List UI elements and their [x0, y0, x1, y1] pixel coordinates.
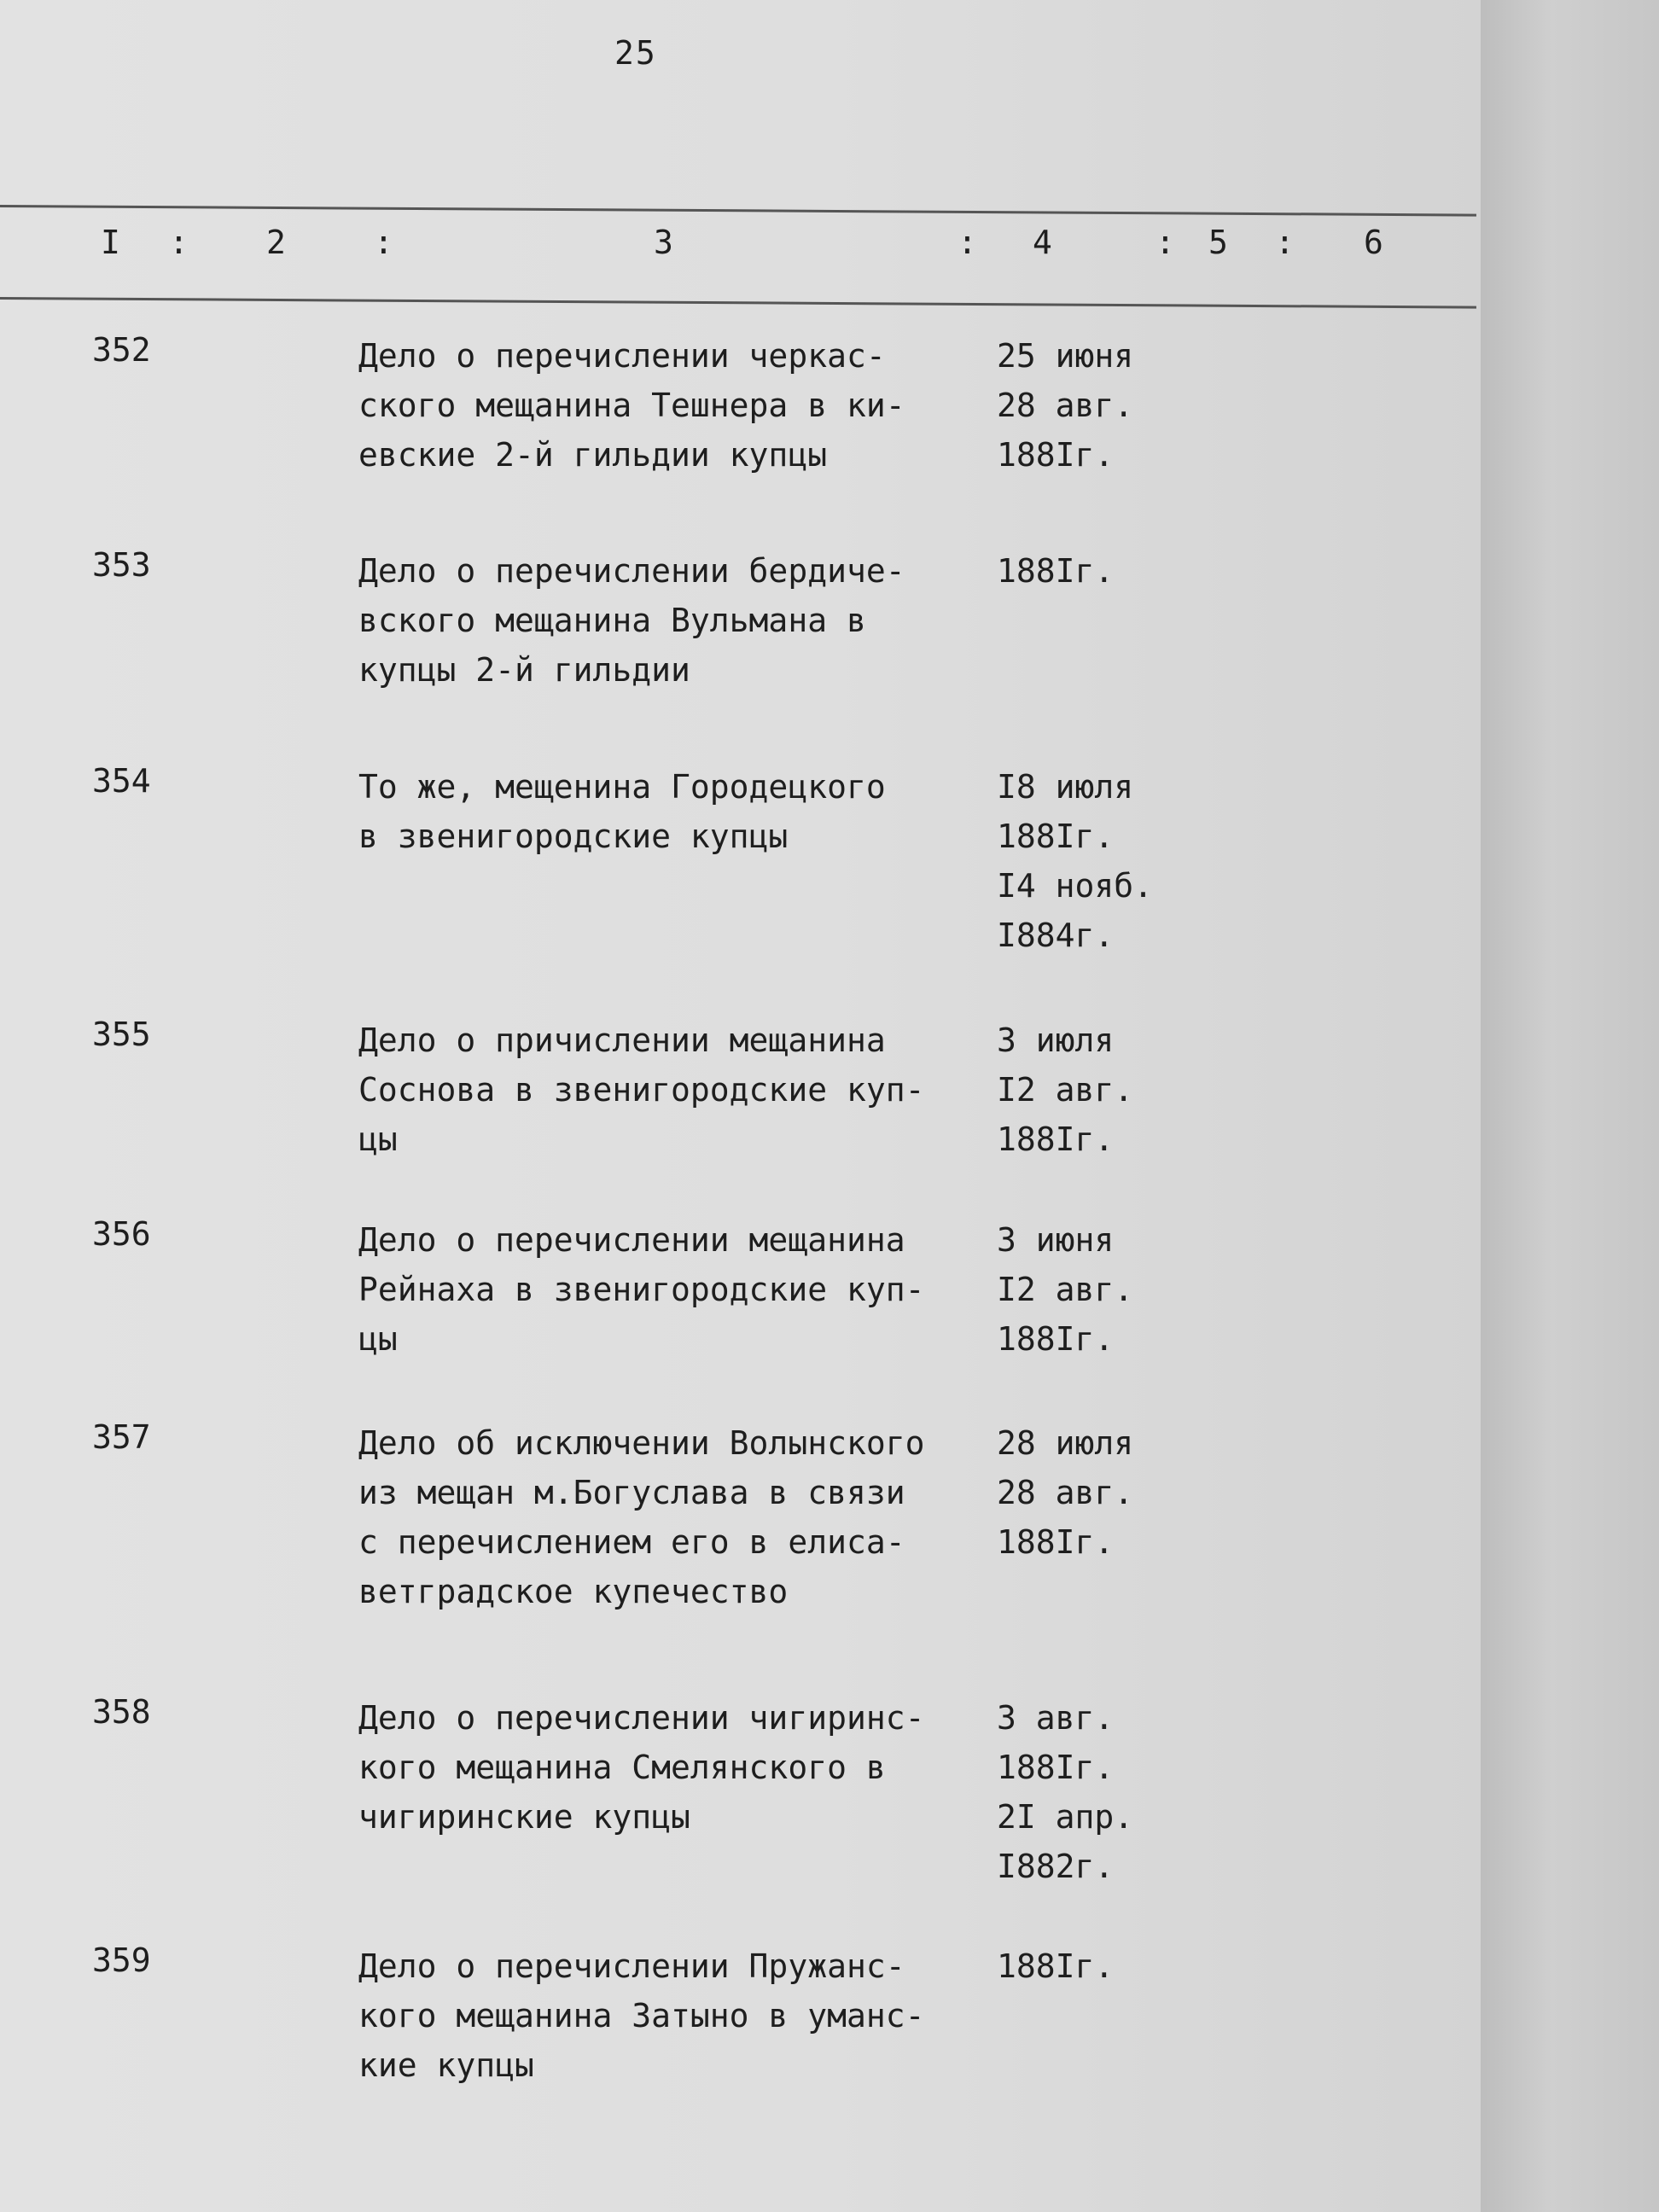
- entry-title: Дело о перечислении Пружанс- кого мещанина Затыно в уманс- кие купцы: [358, 1947, 925, 2084]
- header-bottom-rule: [0, 297, 1476, 309]
- entry-title: Дело о перечислении бердиче- вского мещанина Вульмана в купцы 2-й гильдии: [358, 552, 905, 689]
- entry-title: Дело о перечислении черкас- ского мещанина Тешнера в ки- евские 2-й гильдии купцы: [358, 337, 905, 474]
- column-header-4: 4: [1033, 224, 1052, 261]
- entry-dates: 3 авг. 188Iг. 2I апр. I882г.: [997, 1699, 1134, 1885]
- entry-number: 357: [92, 1418, 151, 1456]
- entry-title: То же, мещенина Городецкого в звенигородские купцы: [358, 768, 886, 855]
- entry-dates: 25 июня 28 авг. 188Iг.: [997, 337, 1134, 474]
- column-separator: :: [169, 224, 189, 261]
- entry-number: 352: [92, 331, 151, 369]
- entry-dates: 188Iг.: [997, 1947, 1115, 1985]
- entry-title: Дело о перечислении мещанина Рейнаха в звенигородские куп- цы: [358, 1221, 925, 1358]
- column-separator: :: [958, 224, 977, 261]
- column-header-6: 6: [1364, 224, 1383, 261]
- entry-dates: 3 июня I2 авг. 188Iг.: [997, 1221, 1134, 1358]
- entry-number: 353: [92, 546, 151, 584]
- entry-title: Дело об исключении Волынского из мещан м.Богуслава в связи с перечислением его в елиса- ветградское купечество: [358, 1424, 925, 1610]
- entry-number: 355: [92, 1016, 151, 1053]
- column-separator: :: [374, 224, 393, 261]
- column-separator: :: [1275, 224, 1295, 261]
- entry-number: 359: [92, 1941, 151, 1979]
- entry-number: 354: [92, 762, 151, 800]
- page-number: 25: [614, 34, 657, 72]
- entry-dates: 3 июля I2 авг. 188Iг.: [997, 1022, 1134, 1158]
- column-header-1: I: [101, 224, 120, 261]
- column-separator: :: [1155, 224, 1175, 261]
- entry-title: Дело о причислении мещанина Соснова в звенигородские куп- цы: [358, 1022, 925, 1158]
- column-header-5: 5: [1208, 224, 1228, 261]
- entry-dates: 188Iг.: [997, 552, 1115, 590]
- column-header-2: 2: [266, 224, 286, 261]
- page-edge-background: [1481, 0, 1659, 2212]
- entry-number: 356: [92, 1215, 151, 1253]
- header-top-rule: [0, 205, 1476, 217]
- column-header-3: 3: [654, 224, 673, 261]
- entry-dates: I8 июля 188Iг. I4 нояб. I884г.: [997, 768, 1154, 954]
- entry-title: Дело о перечислении чигиринс- кого мещанина Смелянского в чигиринские купцы: [358, 1699, 925, 1836]
- entry-dates: 28 июля 28 авг. 188Iг.: [997, 1424, 1134, 1561]
- entry-number: 358: [92, 1693, 151, 1731]
